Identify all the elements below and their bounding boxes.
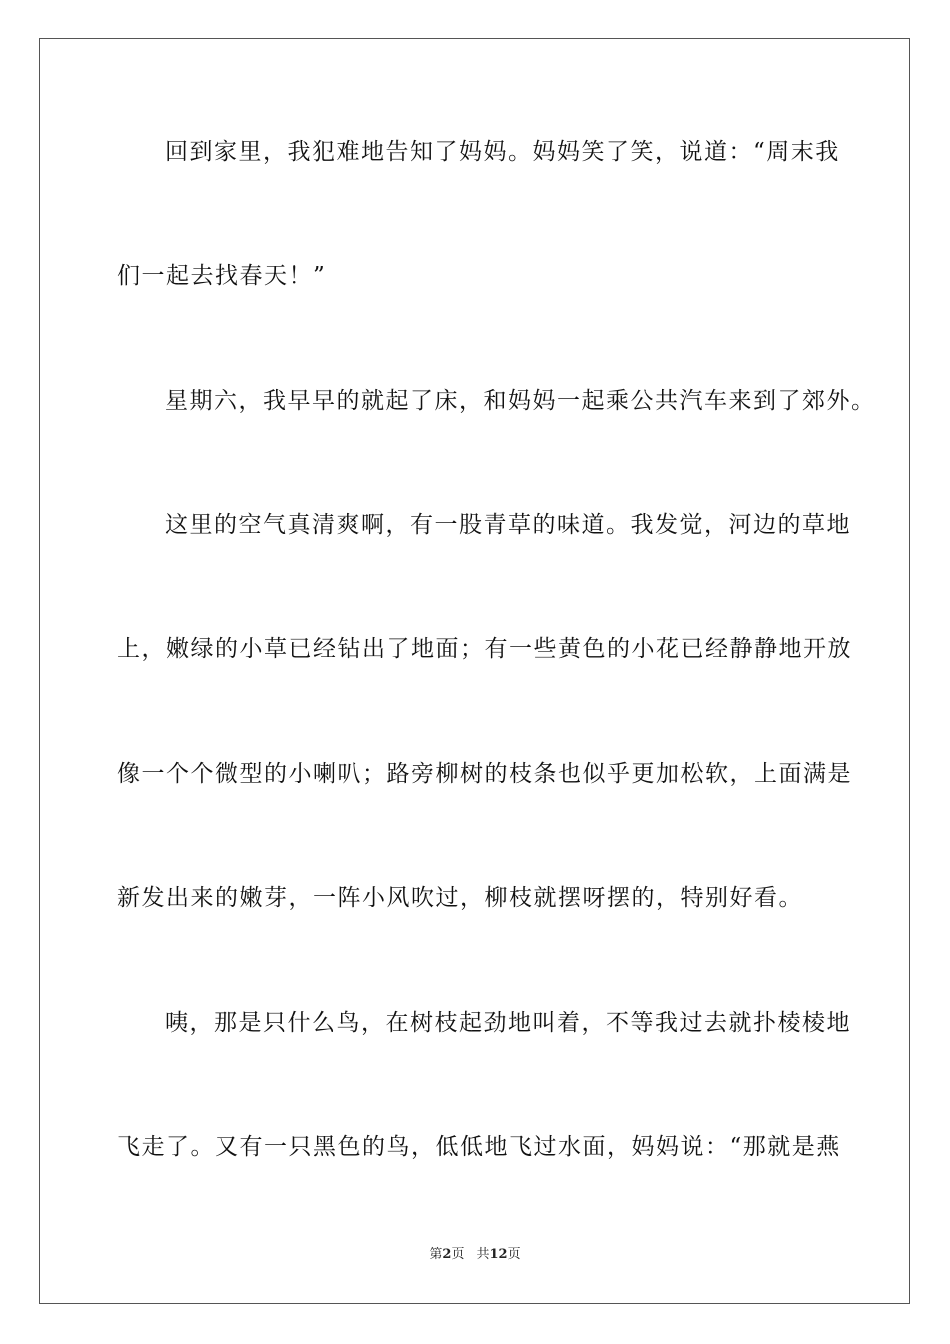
paragraph-line: 这里的空气真清爽啊，有一股青草的味道。我发觉，河边的草地	[165, 512, 851, 538]
paragraph-line: 像一个个微型的小喇叭；路旁柳树的枝条也似乎更加松软，上面满是	[117, 761, 852, 787]
page-prefix: 第	[429, 1247, 443, 1262]
paragraph-line: 飞走了。又有一只黑色的鸟，低低地飞过水面，妈妈说：“那就是燕	[117, 1134, 841, 1160]
paragraph-line: 新发出来的嫩芽，一阵小风吹过，柳枝就摆呀摆的，特别好看。	[117, 885, 803, 911]
page-suffix: 页	[451, 1247, 465, 1262]
total-prefix: 共	[476, 1247, 490, 1262]
page-footer	[0, 1246, 950, 1264]
total-suffix: 页	[507, 1247, 521, 1262]
page-number: 2	[442, 1247, 452, 1262]
page-border	[39, 38, 910, 1304]
paragraph-line: 咦，那是只什么鸟，在树枝起劲地叫着，不等我过去就扑棱棱地	[165, 1010, 851, 1036]
paragraph-line: 们一起去找春天！”	[117, 263, 327, 289]
paragraph-line: 上，嫩绿的小草已经钻出了地面；有一些黄色的小花已经静静地开放	[117, 636, 852, 662]
total-pages: 12	[489, 1247, 508, 1262]
paragraph-line: 星期六，我早早的就起了床，和妈妈一起乘公共汽车来到了郊外。	[165, 388, 876, 414]
paragraph-line: 回到家里，我犯难地告知了妈妈。妈妈笑了笑，说道：“周末我	[165, 139, 840, 165]
